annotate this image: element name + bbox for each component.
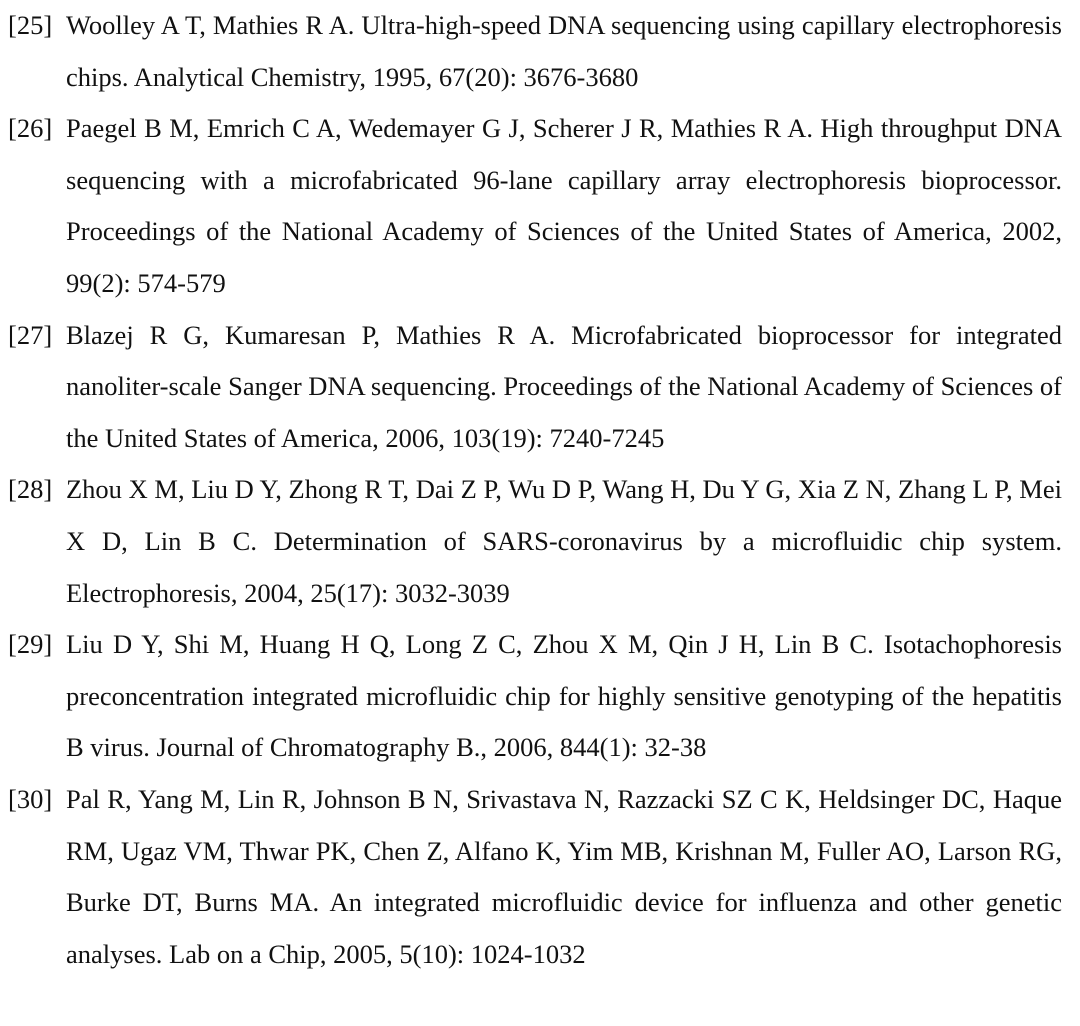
reference-item-28 xyxy=(0,464,1080,619)
reference-number: [25] xyxy=(8,10,53,40)
reference-item-29 xyxy=(0,619,1080,774)
reference-text: Pal R, Yang M, Lin R, Johnson B N, Srivastava N, Razzacki SZ C K, Heldsinger DC, Haque RM, Ugaz VM, Thwar PK, Chen Z, Alfano K, Yim MB, Krishnan M, Fuller AO, Larson RG, Burke DT, Burns MA. An integrated microfluidic device for influenza and other genetic analyses. Lab on a Chip, 2005, 5(10): 1024-1032 xyxy=(66,783,1062,969)
reference-text: Blazej R G, Kumaresan P, Mathies R A. Microfabricated bioprocessor for integrated nanoliter-scale Sanger DNA sequencing. Proceedings of the National Academy of Sciences of the United States of America, 2006, 103(19): 7240-7245 xyxy=(66,319,1062,453)
reference-number: [28] xyxy=(8,474,53,505)
reference-item-26 xyxy=(0,103,1080,309)
reference-number: [30] xyxy=(8,783,53,814)
reference-number: [26] xyxy=(8,113,53,144)
reference-text: Zhou X M, Liu D Y, Zhong R T, Dai Z P, Wu D P, Wang H, Du Y G, Xia Z N, Zhang L P, Mei X D, Lin B C. Determination of SARS-coronavirus by a microfluidic chip system. Electrophoresis, 2004, 25(17): 3032-3039 xyxy=(66,474,1062,608)
reference-text: Paegel B M, Emrich C A, Wedemayer G J, Scherer J R, Mathies R A. High throughput DNA sequencing with a microfabricated 96-lane capillary array electrophoresis bioprocessor. Proceedings of the National Academy of Sciences of the United States of America, 2002, 99(2): 574-579 xyxy=(66,113,1062,298)
reference-item-30 xyxy=(0,774,1080,980)
reference-number: [29] xyxy=(8,629,53,660)
reference-text: Woolley A T, Mathies R A. Ultra-high-speed DNA sequencing using capillary electrophoresis chips. Analytical Chemistry, 1995, 67(20): 3676-3680 xyxy=(66,10,1062,92)
reference-item-27 xyxy=(0,310,1080,465)
reference-text: Liu D Y, Shi M, Huang H Q, Long Z C, Zhou X M, Qin J H, Lin B C. Isotachophoresis preconcentration integrated microfluidic chip for highly sensitive genotyping of the hepatitis B virus. Journal of Chromatography B., 2006, 844(1): 32-38 xyxy=(66,629,1062,763)
reference-number: [27] xyxy=(8,319,53,350)
reference-item-25 xyxy=(0,0,1080,103)
